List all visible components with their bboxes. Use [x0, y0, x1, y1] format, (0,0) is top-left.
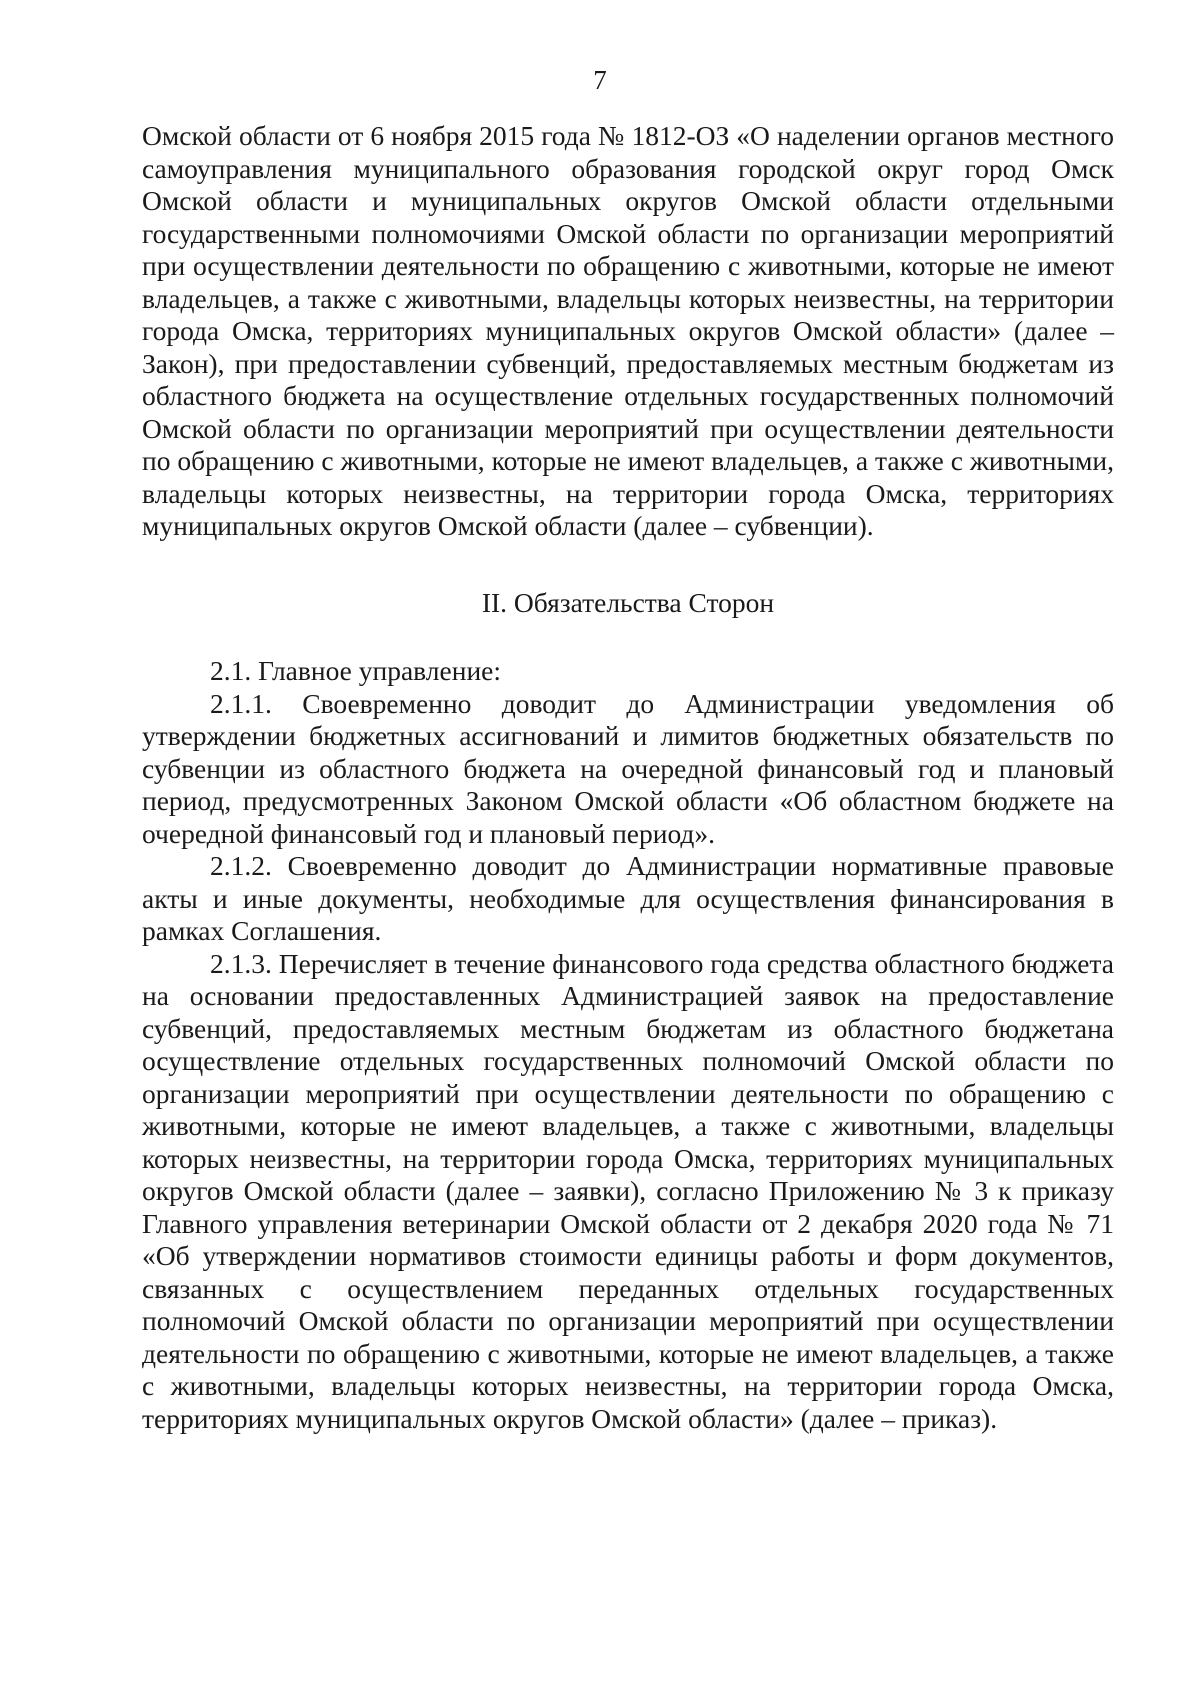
clause-2-1-1: 2.1.1. Своевременно доводит до Администрации уведомления об утверждении бюджетных ассигнований и лимитов бюджетных обязательств по субвенции из областного бюджета на очередной финансовый год и плановый период, предусмотренных Законом Омской области «Об областном бюджете на очередной финансовый год и плановый период». — [142, 687, 1114, 849]
document-body — [142, 120, 1114, 1435]
clause-2-1-3: 2.1.3. Перечисляет в течение финансового года средства областного бюджета на основании предоставленных Администрацией заявок на предоставление субвенций, предоставляемых местным бюджетам из областного бюджетана осуществление отдельных государственных полномочий Омской области по организации мероприятий при осуществлении деятельности по обращению с животными, которые не имеют владельцев, а также с животными, владельцы которых неизвестны, на территории города Омска, территориях муниципальных округов Омской области (далее – заявки), согласно Приложению № 3 к приказу Главного управления ветеринарии Омской области от 2 декабря 2020 года № 71 «Об утверждении нормативов стоимости единицы работы и форм документов, связанных с осуществлением переданных отдельных государственных полномочий Омской области по организации мероприятий при осуществлении деятельности по обращению с животными, которые не имеют владельцев, а также с животными, владельцы которых неизвестны, на территории города Омска, территориях муниципальных округов Омской области» (далее – приказ). — [142, 947, 1114, 1434]
clause-2-1: 2.1. Главное управление: — [210, 655, 502, 686]
section-heading: II. Обязательства Сторон — [481, 586, 775, 618]
clause-2-1-2: 2.1.2. Своевременно доводит до Администрации нормативные правовые акты и иные документы, необходимые для осуществления финансирования в рамках Соглашения. — [142, 850, 1114, 946]
page-number: 7 — [593, 65, 607, 95]
intro-paragraph: Омской области от 6 ноября 2015 года № 1812-ОЗ «О наделении органов местного самоуправления муниципального образования городской округ город Омск Омской области и муниципальных округов Омской области отдельными государственными полномочиями Омской области по организации мероприятий при осуществлении деятельности по обращению с животными, которые не имеют владельцев, а также с животными, владельцы которых неизвестны, на территории города Омска, территориях муниципальных округов Омской области» (далее – Закон), при предоставлении субвенций, предоставляемых местным бюджетам из областного бюджета на осуществление отдельных государственных полномочий Омской области по организации мероприятий при осуществлении деятельности по обращению с животными, которые не имеют владельцев, а также с животными, владельцы которых неизвестны, на территории города Омска, территориях муниципальных округов Омской области (далее – субвенции). — [142, 120, 1114, 541]
